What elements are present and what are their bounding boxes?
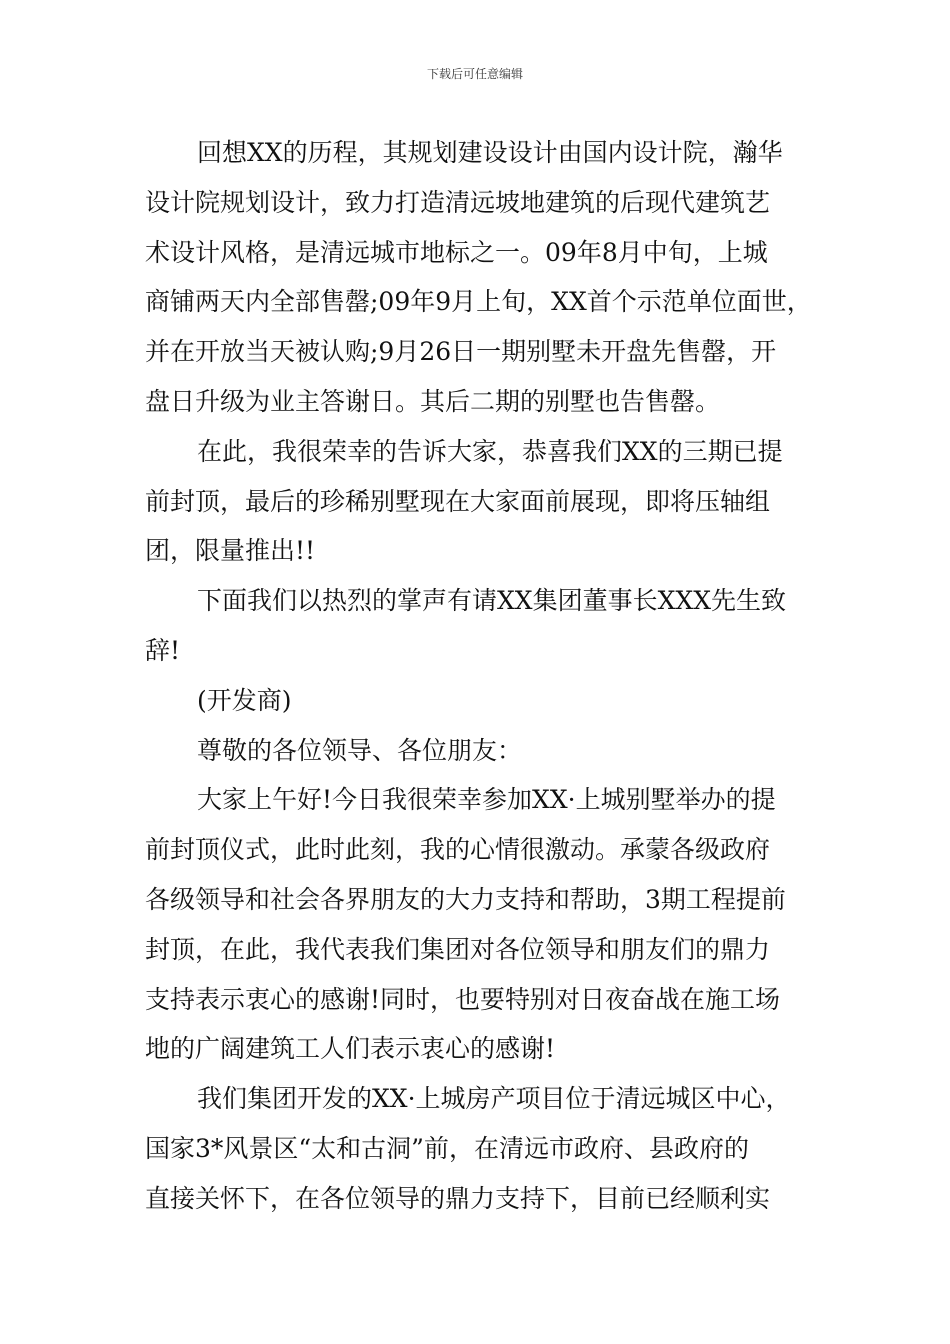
paragraph-line: 盘日升级为业主答谢日。其后二期的别墅也告售罄。 xyxy=(145,386,721,416)
paragraph-line: 前封顶仪式，此时此刻，我的心情很激动。承蒙各级政府 xyxy=(145,835,771,865)
paragraph-line: 术设计风格，是清远城市地标之一。09年8月中旬，上城 xyxy=(145,237,768,267)
paragraph-history xyxy=(145,128,815,427)
paragraph-line: 设计院规划设计，致力打造清远坡地建筑的后现代建筑艺 xyxy=(145,187,771,217)
paragraph-line: 支持表示衷心的感谢!同时，也要特别对日夜奋战在施工场 xyxy=(145,984,781,1014)
document-body xyxy=(145,128,815,1224)
page-header-note: 下载后可任意编辑 xyxy=(426,67,523,81)
paragraph-line: 直接关怀下，在各位领导的鼎力支持下，目前已经顺利实 xyxy=(145,1183,771,1213)
paragraph-speaker-label xyxy=(145,676,815,726)
paragraph-line: 并在开放当天被认购;9月26日一期别墅未开盘先售罄，开 xyxy=(145,337,777,367)
paragraph-greeting xyxy=(145,775,815,1074)
paragraph-line: 封顶，在此，我代表我们集团对各位领导和朋友们的鼎力 xyxy=(145,934,771,964)
paragraph-line: 辞! xyxy=(145,635,181,665)
paragraph-line: 各级领导和社会各界朋友的大力支持和帮助，3期工程提前 xyxy=(145,884,786,914)
paragraph-line: 地的广阔建筑工人们表示衷心的感谢! xyxy=(145,1034,556,1064)
paragraph-line: 团，限量推出!! xyxy=(145,536,316,566)
paragraph-line: 商铺两天内全部售罄;09年9月上旬，XX首个示范单位面世， xyxy=(145,287,812,317)
paragraph-line: 尊敬的各位领导、各位朋友： xyxy=(197,735,523,765)
paragraph-announcement xyxy=(145,427,815,576)
paragraph-project xyxy=(145,1074,815,1223)
paragraph-line: 我们集团开发的XX·上城房产项目位于清远城区中心， xyxy=(197,1084,791,1114)
paragraph-line: 下面我们以热烈的掌声有请XX集团董事长XXX先生致 xyxy=(197,586,786,616)
paragraph-salutation xyxy=(145,726,815,776)
paragraph-line: 前封顶，最后的珍稀别墅现在大家面前展现，即将压轴组 xyxy=(145,486,771,516)
paragraph-line: 大家上午好!今日我很荣幸参加XX·上城别墅举办的提 xyxy=(197,785,776,815)
paragraph-line: 回想XX的历程，其规划建设设计由国内设计院，瀚华 xyxy=(197,138,783,167)
paragraph-line: 国家3*风景区“太和古洞”前，在清远市政府、县政府的 xyxy=(145,1133,749,1163)
paragraph-line: (开发商) xyxy=(197,685,292,715)
paragraph-invitation xyxy=(145,576,815,676)
paragraph-line: 在此，我很荣幸的告诉大家，恭喜我们XX的三期已提 xyxy=(197,436,783,466)
